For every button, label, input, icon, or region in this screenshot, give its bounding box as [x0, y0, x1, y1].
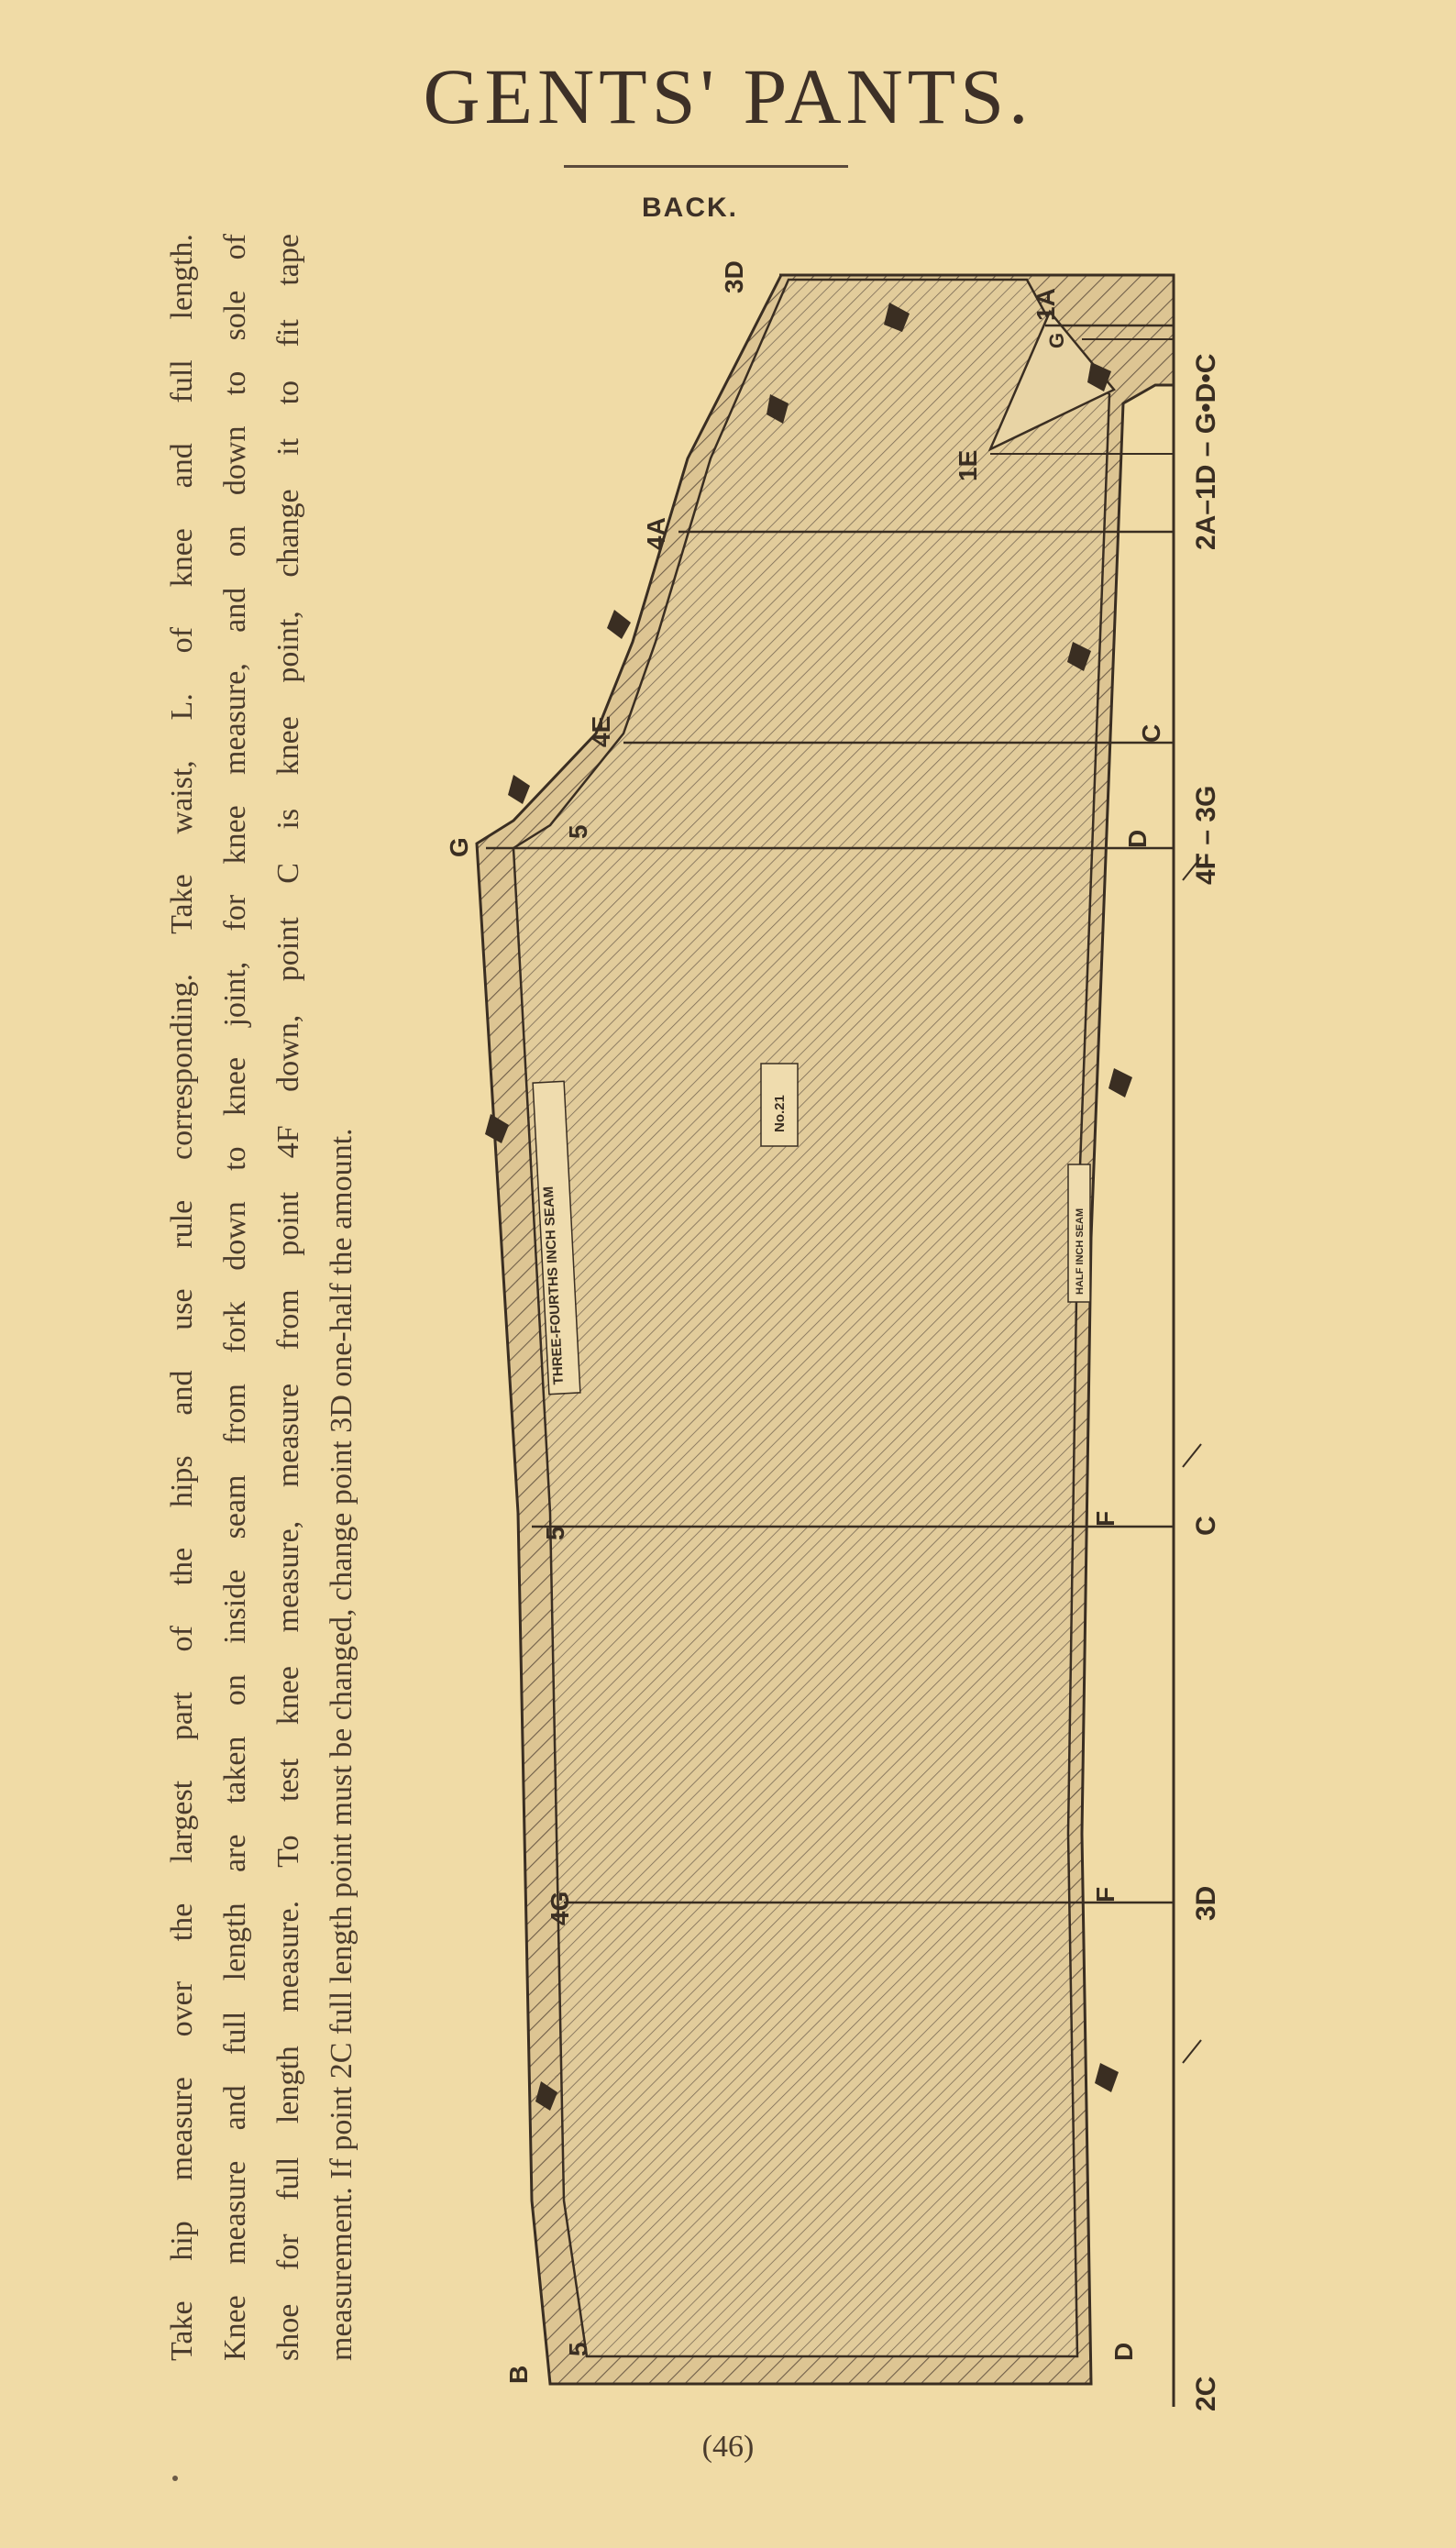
baseline-labels [1191, 354, 1221, 2411]
label-b: B [504, 2365, 533, 2384]
label-g-top: G [1045, 332, 1068, 348]
label-5-mid: 5 [541, 1526, 569, 1540]
label-d-bottom: D [1109, 2342, 1138, 2361]
label-g: G [445, 837, 473, 857]
instruction-line-1: Take hip measure over the largest part of the hips and use rule corresponding. Take waist, L. of knee and full length. [165, 234, 199, 2361]
back-label: BACK. [642, 193, 738, 223]
label-4a: 4A [642, 517, 670, 550]
instruction-line-2: Knee measure and full length are taken on inside seam from fork down to knee joint, for knee measure, and on down to sole of [218, 234, 252, 2361]
notch-mark [508, 775, 530, 804]
label-1e: 1E [954, 449, 982, 481]
stray-dot [172, 2476, 178, 2481]
label-f-low: F [1091, 1886, 1120, 1903]
instruction-line-3: shoe for full length measure. To test knee measure, measure from point 4F down, point C is knee point, change it to fit tape [271, 234, 305, 2361]
label-5-bottom: 5 [564, 2342, 592, 2356]
page-number: (46) [701, 2430, 755, 2464]
notch-mark [1095, 2063, 1119, 2092]
label-1a: 1A [1031, 288, 1060, 321]
instruction-line-4: measurement. If point 2C full length point must be changed, change point 3D one-half the amount. [325, 1128, 358, 2361]
seam-note-three-fourths: THREE-FOURTHS INCH SEAM [540, 1186, 567, 1385]
baseline-label-top: 2A–1D – G•D•C [1191, 353, 1221, 550]
label-4e: 4E [587, 715, 615, 747]
baseline-label-2c: 2C [1191, 2376, 1221, 2411]
seam-note-half-inch: HALF INCH SEAM [1075, 1208, 1086, 1295]
label-4g: 4G [546, 1891, 574, 1925]
label-d: D [1123, 829, 1152, 848]
notch-mark [607, 610, 631, 639]
label-f-mid: F [1091, 1510, 1120, 1527]
label-c: C [1137, 723, 1165, 743]
baseline-label-3d: 3D [1191, 1885, 1221, 1921]
pattern-body [513, 280, 1109, 2356]
label-5-top: 5 [564, 824, 592, 839]
page-title: GENTS' PANTS. [423, 52, 1033, 140]
baseline-ticks [1183, 857, 1201, 2063]
pattern-number: No.21 [772, 1095, 788, 1132]
notch-mark [1109, 1068, 1132, 1098]
baseline-label-knee: 4F – 3G [1191, 785, 1221, 885]
label-3d: 3D [720, 260, 748, 293]
baseline-label-c: C [1191, 1516, 1221, 1536]
